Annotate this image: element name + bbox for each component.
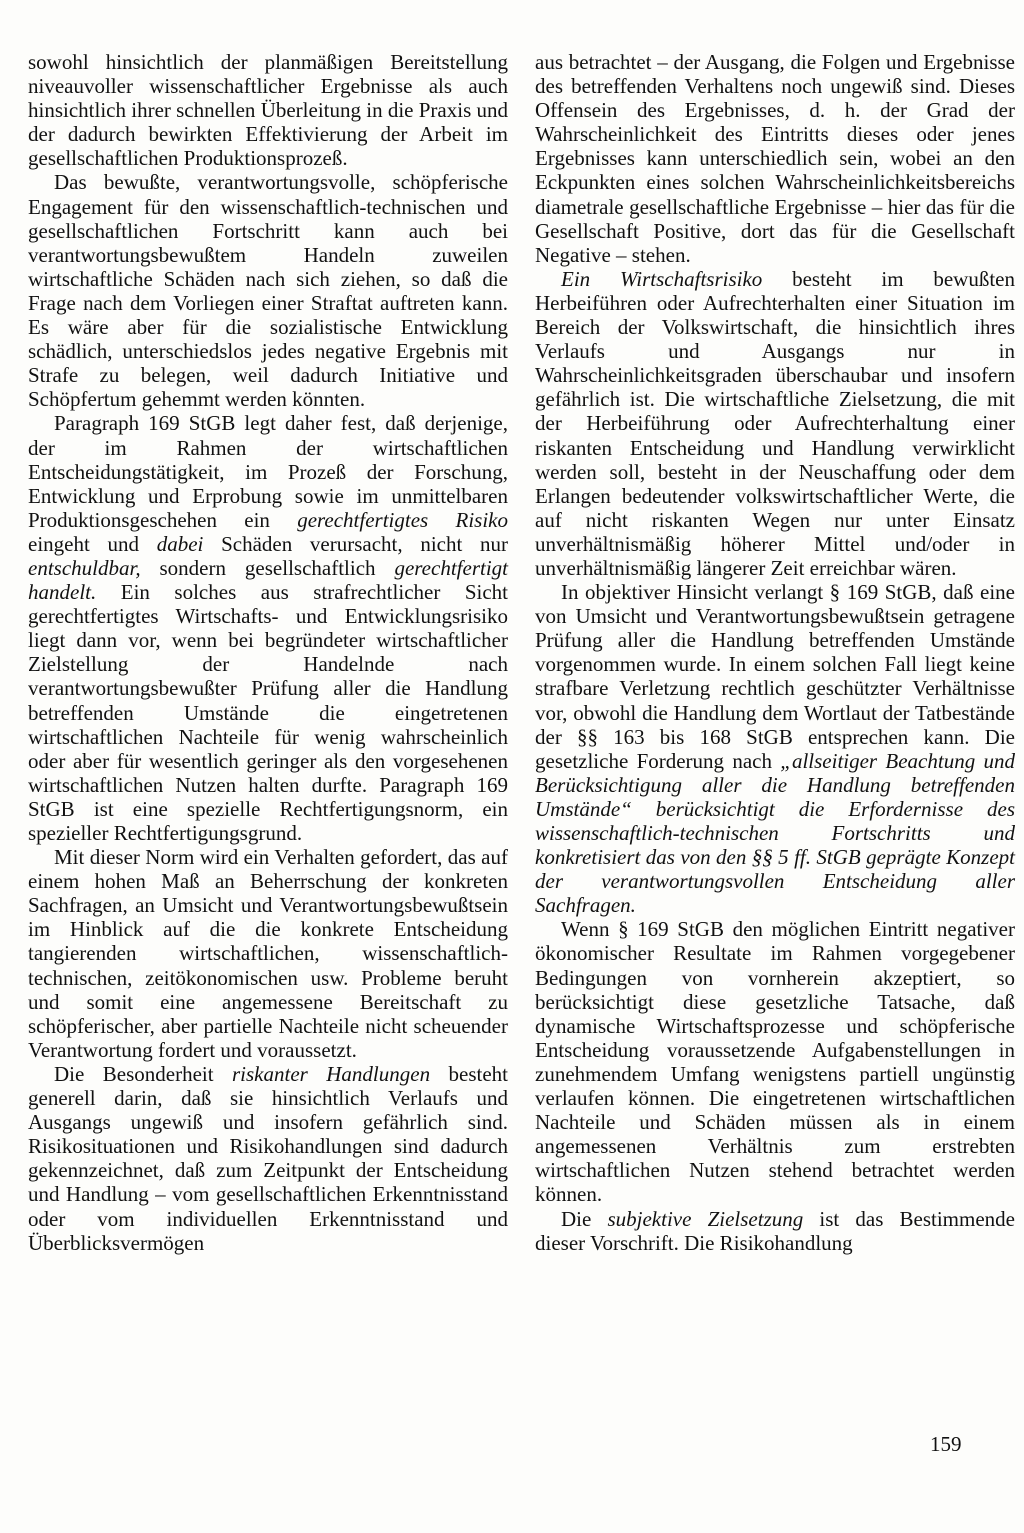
italic-text: dabei — [156, 531, 204, 556]
paragraph — [535, 50, 1015, 267]
paragraph — [535, 917, 1015, 1206]
text-run: aus betrachtet – der Ausgang, die Folgen und Ergebnisse des betreffenden Verhaltens noch ungewiß sind. Dieses Offensein des Ergebnisses, d. h. der Grad der Wahrscheinlichkeit des Eintritts dieses oder jenes Ergebnisses kann unterschiedlich sein, wobei an den Eckpunkten eines solchen Wahrscheinlichkeitsbereichs diametrale gesellschaftliche Ergebnisse – hier das für die Gesellschaft Positive, dort das für die Gesellschaft Negative – stehen. — [535, 50, 1015, 267]
text-run: eingeht und — [28, 531, 157, 556]
italic-text: gerechtfertigtes Risiko — [297, 507, 508, 532]
paragraph — [28, 50, 508, 170]
text-run: Mit dieser Norm wird ein Verhalten gefordert, das auf einem hohen Maß an Beherrschung der konkreten Sachfragen, an Umsicht und Verantwortungsbewußtsein im Hinblick auf die die konkrete Entscheidung tangierenden wirtschaftlichen, wissenschaftlich-technischen, zeitökonomischen usw. Probleme beruht und somit eine angemessene Bereitschaft zu schöpferischer, aber partielle Nachteile nicht scheuender Verantwortung fordert und voraussetzt. — [28, 845, 508, 1062]
italic-text: gerechtfertigt handelt. — [28, 555, 508, 605]
text-run: besteht generell darin, daß sie hinsichtlich Verlaufs und Ausgangs ungewiß und insofern gefährlich sind. Risikosituationen und Risikohandlungen sind dadurch gekennzeichnet, daß zum Zeitpunkt der Entscheidung und Handlung – vom gesellschaftlichen Erkenntnisstand oder vom individuellen Erkenntnisstand und Überblicksvermögen — [28, 1061, 509, 1255]
left-column — [28, 50, 508, 1255]
paragraph — [28, 411, 508, 845]
text-run: sowohl hinsichtlich der planmäßigen Bereitstellung niveauvoller wissenschaftlicher Ergebnisse als auch hinsichtlich ihrer schnellen Überleitung in die Praxis und der dadurch bewirkten Effektivierung der Arbeit im gesellschaftlichen Produktionsprozeß. — [28, 50, 508, 171]
paragraph — [535, 580, 1015, 917]
text-run: Das bewußte, verantwortungsvolle, schöpferische Engagement für den wissenschaftlich-technischen und gesellschaftlichen Fortschritt kann auch bei verantwortungsbewußtem Handeln zuweilen wirtschaftliche Schäden nach sich ziehen, so daß die Frage nach dem Vorliegen einer Straftat auftreten kann. Es wäre aber für die sozialistische Entwicklung schädlich, unterschiedslos jedes negative Ergebnis mit Strafe zu belegen, weil dadurch Initiative und Schöpfertum gehemmt werden könnten. — [28, 170, 508, 412]
page-number: 159 — [930, 1432, 962, 1456]
text-run: Paragraph 169 StGB legt daher fest, daß derjenige, der im Rahmen der wirtschaftlichen Entscheidungstätigkeit, im Prozeß der Forschung, Entwicklung und Erprobung sowie im unmittelbaren Produktionsgeschehen ein — [28, 411, 508, 532]
italic-text: Ein Wirtschaftsrisiko — [561, 266, 763, 291]
italic-text: „allseitiger Beachtung und Berücksichtigung aller die Handlung betreffenden Umstände“ berücksichtigt die Erfordernisse des wissenschaftlich-technischen Fortschritts und konkretisiert das von den §§ 5 ff. StGB geprägte Konzept der verantwortungsvollen Entscheidung aller Sachfragen. — [535, 748, 1015, 918]
text-run: Wenn § 169 StGB den möglichen Eintritt negativer ökonomischer Resultate im Rahmen vorgegebener Bedingungen von vornherein akzeptiert, so berücksichtigt diese gesetzliche Tatsache, daß dynamische Wirtschaftsprozesse und schöpferische Entscheidung voraussetzende Aufgabenstellungen in zunehmendem Umfang wenigstens partiell ungünstig verlaufen können. Die eingetretenen wirtschaftlichen Nachteile und Schäden müssen als in einem angemessenen Verhältnis zum erstrebten wirtschaftlichen Nutzen stehend betrachtet werden können. — [535, 917, 1015, 1207]
right-column — [535, 50, 1015, 1255]
text-run: besteht im bewußten Herbeiführen oder Aufrechterhalten einer Situation im Bereich der Volkswirtschaft, die hinsichtlich ihres Verlaufs und Ausgangs nur in Wahrscheinlichkeitsgraden überschaubar und insofern gefährlich ist. Die wirtschaftliche Zielsetzung, die mit der Herbeiführung oder Aufrechterhaltung einer riskanten Entscheidung und Handlung verwirklicht werden soll, besteht in der Neuschaffung oder dem Erlangen bedeutender volkswirtschaftlicher Werte, die auf nicht riskanten Wegen nur unter Einsatz unverhältnismäßig höherer Mittel und/oder in unverhältnismäßig längerer Zeit erreichbar wären. — [535, 266, 1015, 580]
text-run: Die Besonderheit — [54, 1061, 232, 1086]
paragraph — [28, 845, 508, 1062]
text-run: In objektiver Hinsicht verlangt § 169 StGB, daß eine von Umsicht und Verantwortungsbewußtsein getragene Prüfung aller die Handlung betreffenden Umstände vorgenommen wurde. In einem solchen Fall liegt keine strafbare Verletzung rechtlich geschützter Verhältnisse vor, obwohl die Handlung dem Wortlaut der Tatbestände der §§ 163 bis 168 StGB entsprechen kann. Die gesetzliche Forderung nach — [535, 580, 1015, 773]
paragraph — [28, 170, 508, 411]
text-run: ist das Bestimmende dieser Vorschrift. Die Risikohandlung — [535, 1206, 1015, 1255]
paragraph — [28, 1062, 508, 1255]
italic-text: riskanter Handlungen — [232, 1061, 431, 1086]
text-run: sondern gesellschaftlich — [140, 555, 395, 580]
italic-text: subjektive Zielsetzung — [607, 1206, 804, 1231]
italic-text: entschuldbar, — [28, 555, 141, 580]
text-run: Die — [561, 1206, 608, 1231]
text-run: Ein solches aus strafrechtlicher Sicht gerechtfertigtes Wirtschafts- und Entwicklungsrisiko liegt dann vor, wenn bei begründeter wirtschaftlicher Zielstellung der Handelnde nach verantwortungsbewußter Prüfung aller die Handlung betreffenden Umstände die eingetretenen wirtschaftlichen Nachteile für wenig wahrscheinlich oder aber für wesentlich geringer als den vorgesehenen wirtschaftlichen Nutzen halten durfte. Paragraph 169 StGB ist eine spezielle Rechtfertigungsnorm, ein spezieller Rechtfertigungsgrund. — [28, 580, 508, 845]
paragraph — [535, 267, 1015, 580]
text-run: Schäden verursacht, nicht nur — [203, 531, 508, 556]
paragraph — [535, 1207, 1015, 1255]
